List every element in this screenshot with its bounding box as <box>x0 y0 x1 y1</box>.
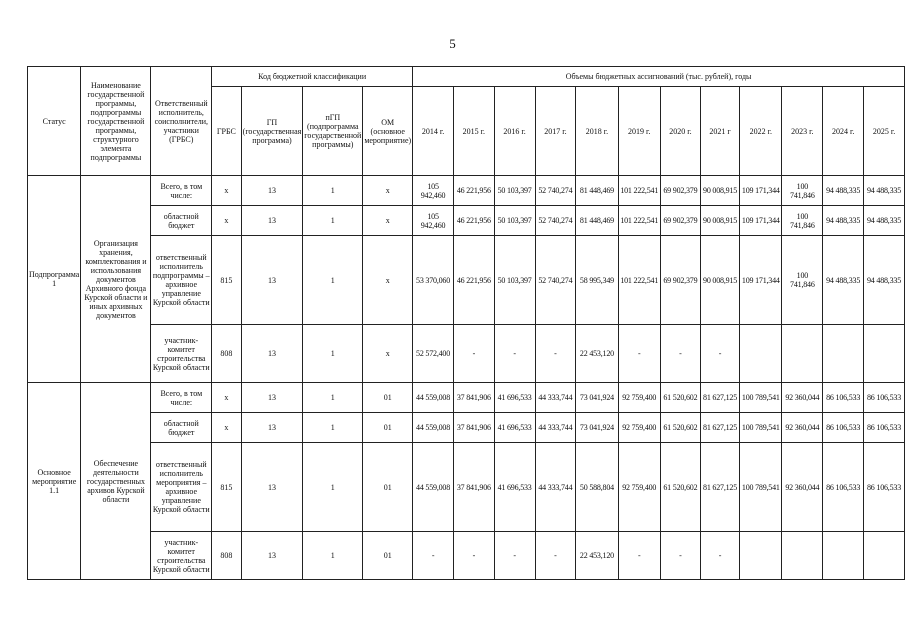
om-cell: x <box>363 325 413 383</box>
value-cell: - <box>494 532 535 580</box>
header-budget-code: Код бюджетной классификации <box>212 67 413 87</box>
header-pgp: пГП (подпрограмма государственной программы) <box>303 87 363 176</box>
program-name-cell: Обеспечение деятельности государственных архивов Курской области <box>81 383 151 580</box>
om-cell: 01 <box>363 383 413 413</box>
value-cell: 90 008,915 <box>700 206 739 236</box>
table-row <box>28 325 905 383</box>
value-cell: 61 520,602 <box>660 443 700 532</box>
value-cell: 81 448,469 <box>576 206 618 236</box>
value-cell: - <box>453 325 494 383</box>
value-cell: 44 559,008 <box>413 443 454 532</box>
value-cell: 41 696,533 <box>494 443 535 532</box>
table-row <box>28 443 905 532</box>
header-year: 2025 г. <box>864 87 905 176</box>
value-cell: 50 103,397 <box>494 206 535 236</box>
gp-cell: 13 <box>241 206 303 236</box>
value-cell: 90 008,915 <box>700 236 739 325</box>
value-cell: 46 221,956 <box>453 206 494 236</box>
value-cell: 22 453,120 <box>576 532 618 580</box>
gp-cell: 13 <box>241 236 303 325</box>
value-cell: 100 741,846 <box>782 176 823 206</box>
value-cell: 100 741,846 <box>782 206 823 236</box>
grbs-cell: x <box>212 176 242 206</box>
value-cell: 94 488,335 <box>864 206 905 236</box>
pgp-cell: 1 <box>303 413 363 443</box>
om-cell: 01 <box>363 532 413 580</box>
value-cell: 44 559,008 <box>413 413 454 443</box>
responsible-cell: Всего, в том числе: <box>151 383 212 413</box>
value-cell: 52 740,274 <box>535 206 576 236</box>
header-gp: ГП (государственная программа) <box>241 87 303 176</box>
header-year: 2021 г <box>700 87 739 176</box>
value-cell: 44 333,744 <box>535 383 576 413</box>
value-cell: 46 221,956 <box>453 176 494 206</box>
pgp-cell: 1 <box>303 443 363 532</box>
grbs-cell: 808 <box>212 532 242 580</box>
status-cell: Подпрограмма 1 <box>28 176 81 383</box>
value-cell: 58 995,349 <box>576 236 618 325</box>
value-cell: - <box>618 532 660 580</box>
om-cell: x <box>363 206 413 236</box>
value-cell <box>823 325 864 383</box>
value-cell: 100 741,846 <box>782 236 823 325</box>
table-row <box>28 206 905 236</box>
value-cell: 69 902,379 <box>660 236 700 325</box>
value-cell: 81 627,125 <box>700 443 739 532</box>
value-cell: 92 759,400 <box>618 413 660 443</box>
value-cell: 94 488,335 <box>823 176 864 206</box>
value-cell: 90 008,915 <box>700 176 739 206</box>
value-cell: 105 942,460 <box>413 176 454 206</box>
header-responsible: Ответственный исполнитель, соисполнители, участники (ГРБС) <box>151 67 212 176</box>
value-cell: 52 572,400 <box>413 325 454 383</box>
value-cell: 86 106,533 <box>864 443 905 532</box>
value-cell: 109 171,344 <box>740 206 782 236</box>
responsible-cell: ответственный исполнитель мероприятия – архивное управление Курской области <box>151 443 212 532</box>
value-cell: - <box>413 532 454 580</box>
value-cell: 109 171,344 <box>740 176 782 206</box>
header-year: 2022 г. <box>740 87 782 176</box>
value-cell: 69 902,379 <box>660 176 700 206</box>
value-cell: 92 759,400 <box>618 443 660 532</box>
value-cell: - <box>535 325 576 383</box>
value-cell: 73 041,924 <box>576 383 618 413</box>
value-cell <box>782 532 823 580</box>
value-cell: - <box>618 325 660 383</box>
header-grbs: ГРБС <box>212 87 242 176</box>
grbs-cell: 815 <box>212 443 242 532</box>
header-year: 2024 г. <box>823 87 864 176</box>
value-cell: 50 103,397 <box>494 236 535 325</box>
value-cell: 37 841,906 <box>453 383 494 413</box>
value-cell: - <box>494 325 535 383</box>
header-om: ОМ (основное мероприятие) <box>363 87 413 176</box>
value-cell: 50 588,804 <box>576 443 618 532</box>
gp-cell: 13 <box>241 325 303 383</box>
header-year: 2017 г. <box>535 87 576 176</box>
gp-cell: 13 <box>241 383 303 413</box>
gp-cell: 13 <box>241 176 303 206</box>
gp-cell: 13 <box>241 532 303 580</box>
value-cell <box>823 532 864 580</box>
table-row <box>28 176 905 206</box>
pgp-cell: 1 <box>303 236 363 325</box>
value-cell: - <box>660 325 700 383</box>
value-cell: 101 222,541 <box>618 206 660 236</box>
value-cell: 61 520,602 <box>660 383 700 413</box>
responsible-cell: Всего, в том числе: <box>151 176 212 206</box>
table-row <box>28 236 905 325</box>
pgp-cell: 1 <box>303 325 363 383</box>
om-cell: 01 <box>363 443 413 532</box>
value-cell: 44 333,744 <box>535 443 576 532</box>
responsible-cell: областной бюджет <box>151 206 212 236</box>
value-cell: 92 360,044 <box>782 413 823 443</box>
value-cell: 100 789,541 <box>740 413 782 443</box>
value-cell: 86 106,533 <box>823 413 864 443</box>
value-cell: 81 627,125 <box>700 413 739 443</box>
value-cell: 61 520,602 <box>660 413 700 443</box>
pgp-cell: 1 <box>303 176 363 206</box>
value-cell: - <box>700 532 739 580</box>
value-cell <box>864 532 905 580</box>
value-cell: 73 041,924 <box>576 413 618 443</box>
table-row <box>28 532 905 580</box>
value-cell: - <box>700 325 739 383</box>
header-year: 2019 г. <box>618 87 660 176</box>
value-cell: - <box>535 532 576 580</box>
grbs-cell: x <box>212 206 242 236</box>
responsible-cell: областной бюджет <box>151 413 212 443</box>
budget-allocation-table <box>27 66 905 580</box>
value-cell: 22 453,120 <box>576 325 618 383</box>
value-cell: 53 370,060 <box>413 236 454 325</box>
om-cell: x <box>363 236 413 325</box>
value-cell: 92 759,400 <box>618 383 660 413</box>
value-cell: 109 171,344 <box>740 236 782 325</box>
table-row <box>28 383 905 413</box>
pgp-cell: 1 <box>303 383 363 413</box>
header-status: Статус <box>28 67 81 176</box>
program-name-cell: Организация хранения, комплектования и использования документов Архивного фонда Курской области и иных архивных документов <box>81 176 151 383</box>
value-cell: 94 488,335 <box>823 206 864 236</box>
status-cell: Основное мероприятие 1.1 <box>28 383 81 580</box>
value-cell: 105 942,460 <box>413 206 454 236</box>
value-cell: 52 740,274 <box>535 176 576 206</box>
value-cell: 69 902,379 <box>660 206 700 236</box>
pgp-cell: 1 <box>303 532 363 580</box>
value-cell: - <box>453 532 494 580</box>
header-volumes: Объемы бюджетных ассигнований (тыс. рублей), годы <box>413 67 905 87</box>
value-cell: 37 841,906 <box>453 413 494 443</box>
responsible-cell: участник- комитет строительства Курской области <box>151 325 212 383</box>
value-cell: 101 222,541 <box>618 176 660 206</box>
value-cell: 94 488,335 <box>864 176 905 206</box>
value-cell: 44 559,008 <box>413 383 454 413</box>
value-cell: 50 103,397 <box>494 176 535 206</box>
value-cell: 52 740,274 <box>535 236 576 325</box>
grbs-cell: 808 <box>212 325 242 383</box>
value-cell: 94 488,335 <box>864 236 905 325</box>
value-cell <box>740 532 782 580</box>
value-cell: 86 106,533 <box>823 443 864 532</box>
grbs-cell: x <box>212 383 242 413</box>
value-cell <box>740 325 782 383</box>
value-cell: 81 448,469 <box>576 176 618 206</box>
value-cell: 44 333,744 <box>535 413 576 443</box>
gp-cell: 13 <box>241 443 303 532</box>
value-cell: 81 627,125 <box>700 383 739 413</box>
grbs-cell: x <box>212 413 242 443</box>
grbs-cell: 815 <box>212 236 242 325</box>
responsible-cell: ответственный исполнитель подпрограммы – архивное управление Курской области <box>151 236 212 325</box>
header-year: 2023 г. <box>782 87 823 176</box>
value-cell: 41 696,533 <box>494 413 535 443</box>
value-cell <box>782 325 823 383</box>
value-cell: - <box>660 532 700 580</box>
header-year: 2014 г. <box>413 87 454 176</box>
header-year: 2018 г. <box>576 87 618 176</box>
value-cell <box>864 325 905 383</box>
value-cell: 100 789,541 <box>740 443 782 532</box>
page-number: 5 <box>449 36 456 51</box>
value-cell: 92 360,044 <box>782 443 823 532</box>
table-row <box>28 413 905 443</box>
value-cell: 100 789,541 <box>740 383 782 413</box>
om-cell: 01 <box>363 413 413 443</box>
gp-cell: 13 <box>241 413 303 443</box>
value-cell: 86 106,533 <box>823 383 864 413</box>
value-cell: 86 106,533 <box>864 383 905 413</box>
header-year: 2016 г. <box>494 87 535 176</box>
responsible-cell: участник- комитет строительства Курской области <box>151 532 212 580</box>
header-year: 2020 г. <box>660 87 700 176</box>
value-cell: 94 488,335 <box>823 236 864 325</box>
header-year: 2015 г. <box>453 87 494 176</box>
om-cell: x <box>363 176 413 206</box>
value-cell: 41 696,533 <box>494 383 535 413</box>
pgp-cell: 1 <box>303 206 363 236</box>
value-cell: 37 841,906 <box>453 443 494 532</box>
value-cell: 46 221,956 <box>453 236 494 325</box>
header-program-name: Наименование государственной программы, подпрограммы государственной программы, структурного элемента подпрограммы <box>81 67 151 176</box>
value-cell: 86 106,533 <box>864 413 905 443</box>
value-cell: 92 360,044 <box>782 383 823 413</box>
value-cell: 101 222,541 <box>618 236 660 325</box>
